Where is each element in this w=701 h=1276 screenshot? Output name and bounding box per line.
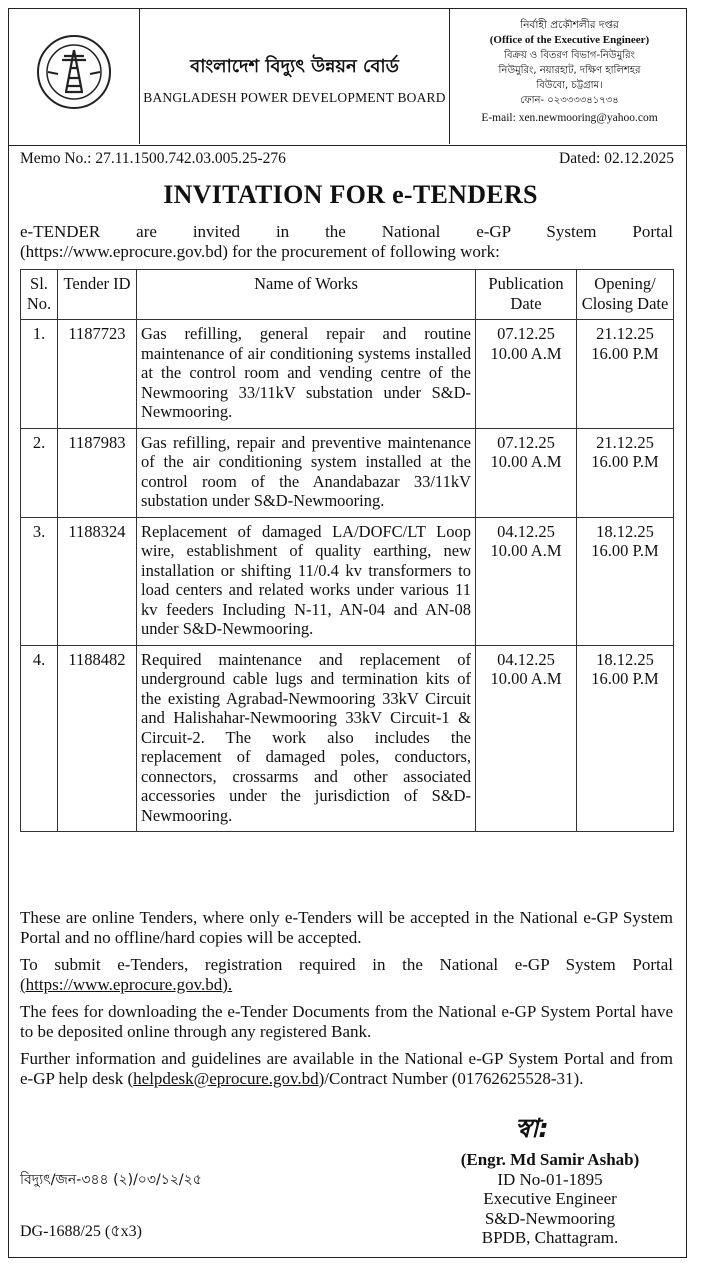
city-bn: বিউবো, চট্টগ্রাম।	[536, 80, 603, 91]
cell-sl: 4.	[21, 645, 58, 832]
dg-number: DG-1688/25 (৫x3)	[20, 1223, 142, 1240]
logo-cell	[8, 8, 140, 144]
cell-closing	[577, 428, 674, 517]
cell-work: Replacement of damaged LA/DOFC/LT Loop wire, establishment of quality earthing, new installation or shifting 11/0.4 kv transformers to load centers and related works under various 11 kv feeders Including N-11, AN-04 and AN-08 under S&D-Newmooring.	[137, 517, 476, 645]
note-registration-text: To submit e-Tenders, registration required in the National e-GP System Portal	[20, 955, 673, 974]
cell-closing-time: 16.00 P.M	[591, 452, 659, 471]
bpdb-tower-emblem-icon	[36, 34, 112, 110]
division-bn: বিক্রয় ও বিতরণ বিভাগ-নিউমুরিং	[504, 50, 635, 61]
note-further-info	[20, 1049, 673, 1088]
note-further-info-b: )/Contract Number (01762625528-31).	[318, 1068, 584, 1088]
cell-publication-date: 04.12.25	[497, 649, 555, 669]
table-header-row	[21, 270, 674, 320]
cell-closing-date: 21.12.25	[596, 324, 654, 343]
cell-sl: 1.	[21, 320, 58, 429]
intro-line-2: (https://www.eprocure.gov.bd) for the procurement of following work:	[20, 242, 500, 261]
cell-closing	[577, 645, 674, 832]
signatory-office: S&D-Newmooring	[484, 1208, 616, 1228]
cell-tender-id: 1188324	[58, 517, 137, 645]
helpdesk-email-link[interactable]: helpdesk@eprocure.gov.bd	[133, 1068, 319, 1088]
col-opening-closing-date: Opening/ Closing Date	[577, 270, 674, 320]
cell-closing-time: 16.00 P.M	[591, 343, 659, 363]
notice-title: INVITATION FOR e-TENDERS	[163, 180, 538, 209]
cell-publication-time: 10.00 A.M	[490, 452, 562, 471]
col-tender-id: Tender ID	[58, 270, 137, 320]
eprocure-link[interactable]: (https://www.eprocure.gov.bd).	[20, 974, 233, 994]
memo-date: Dated: 02.12.2025	[559, 150, 674, 167]
office-email: E-mail: xen.newmooring@yahoo.com	[481, 112, 658, 124]
cell-closing-time: 16.00 P.M	[591, 541, 659, 560]
signatory-id: ID No-01-1895	[497, 1169, 603, 1189]
col-publication-date: Publication Date	[476, 270, 577, 320]
intro-paragraph	[20, 222, 673, 262]
cell-publication-time: 10.00 A.M	[490, 669, 562, 688]
org-name-en: BANGLADESH POWER DEVELOPMENT BOARD	[143, 90, 446, 105]
phone-bn: ফোন- ০২৩৩৩৩৪১৭৩৪	[520, 95, 619, 106]
cell-sl: 2.	[21, 428, 58, 517]
cell-tender-id: 1187983	[58, 428, 137, 517]
cell-closing	[577, 320, 674, 429]
col-name-of-works: Name of Works	[137, 270, 476, 320]
cell-publication-time: 10.00 A.M	[490, 541, 562, 560]
signature-block	[440, 1150, 660, 1248]
table-row	[21, 645, 674, 832]
letterhead	[8, 8, 687, 146]
reference-number-bn: বিদ্যুৎ/জন-৩৪৪ (২)/০৩/১২/২৫	[20, 1172, 202, 1188]
cell-publication	[476, 320, 577, 429]
cell-closing	[577, 517, 674, 645]
office-title-bn: নির্বাহী প্রকৌশলীর দপ্তর	[520, 19, 619, 31]
cell-work: Gas refilling, repair and preventive maintenance of the air conditioning system installed at the control room of the Anandabazar 33/11kV substation under S&D-Newmooring.	[137, 428, 476, 517]
org-name-bn: বাংলাদেশ বিদ্যুৎ উন্নয়ন বোর্ড	[190, 56, 399, 77]
cell-publication-date: 07.12.25	[497, 432, 555, 452]
note-further-info-a: Further information and guidelines are available in the National e-GP System Portal and from e-GP help desk (	[20, 1049, 673, 1088]
table-row	[21, 320, 674, 429]
col-sl: Sl. No.	[21, 270, 58, 320]
cell-closing-date: 18.12.25	[596, 521, 654, 541]
org-name-cell	[140, 8, 450, 144]
signatory-location: BPDB, Chattagram.	[481, 1228, 619, 1247]
tender-table	[20, 269, 674, 832]
cell-publication	[476, 428, 577, 517]
signatory-name: (Engr. Md Samir Ashab)	[460, 1150, 640, 1169]
intro-line-1: e-TENDER are invited in the National e-GP System Portal	[20, 222, 673, 241]
office-title-en: (Office of the Executive Engineer)	[489, 34, 650, 46]
signatory-designation: Executive Engineer	[483, 1189, 617, 1208]
cell-publication	[476, 517, 577, 645]
cell-closing-date: 21.12.25	[596, 432, 654, 452]
cell-publication-time: 10.00 A.M	[490, 343, 562, 363]
cell-closing-date: 18.12.25	[596, 649, 654, 669]
cell-publication-date: 07.12.25	[497, 324, 555, 343]
cell-sl: 3.	[21, 517, 58, 645]
table-row	[21, 517, 674, 645]
note-registration	[20, 955, 673, 994]
cell-tender-id: 1187723	[58, 320, 137, 429]
note-fees: The fees for downloading the e-Tender Documents from the National e-GP System Portal have to be deposited online through any registered Bank.	[20, 1002, 673, 1041]
cell-work: Required maintenance and replacement of underground cable lugs and termination kits of the existing Agrabad-Newmooring 33kV Circuit and Halishahar-Newmooring 33kV Circuit-1 & Circuit-2. The work also includes the replacement of damaged poles, conductors, connectors, crossarms and other associated accessories under the jurisdiction of S&D-Newmooring.	[137, 645, 476, 832]
cell-publication-date: 04.12.25	[497, 521, 555, 541]
memo-number: Memo No.: 27.11.1500.742.03.005.25-276	[20, 150, 286, 167]
cell-closing-time: 16.00 P.M	[591, 669, 659, 688]
note-online-only: These are online Tenders, where only e-Tenders will be accepted in the National e-GP System Portal and no offline/hard copies will be accepted.	[20, 908, 673, 947]
office-address-cell	[450, 8, 685, 144]
cell-publication	[476, 645, 577, 832]
address-bn: নিউমুরিং, নয়ারহাট, দক্ষিণ হালিশহর	[498, 65, 641, 76]
notes-section	[20, 908, 673, 1096]
signature-mark: স্বা:	[515, 1114, 549, 1144]
cell-tender-id: 1188482	[58, 645, 137, 832]
cell-work: Gas refilling, general repair and routine maintenance of air conditioning systems installed at the control room and vending centre of the Newmooring 33/11kV substation under S&D-Newmooring.	[137, 320, 476, 429]
table-row	[21, 428, 674, 517]
